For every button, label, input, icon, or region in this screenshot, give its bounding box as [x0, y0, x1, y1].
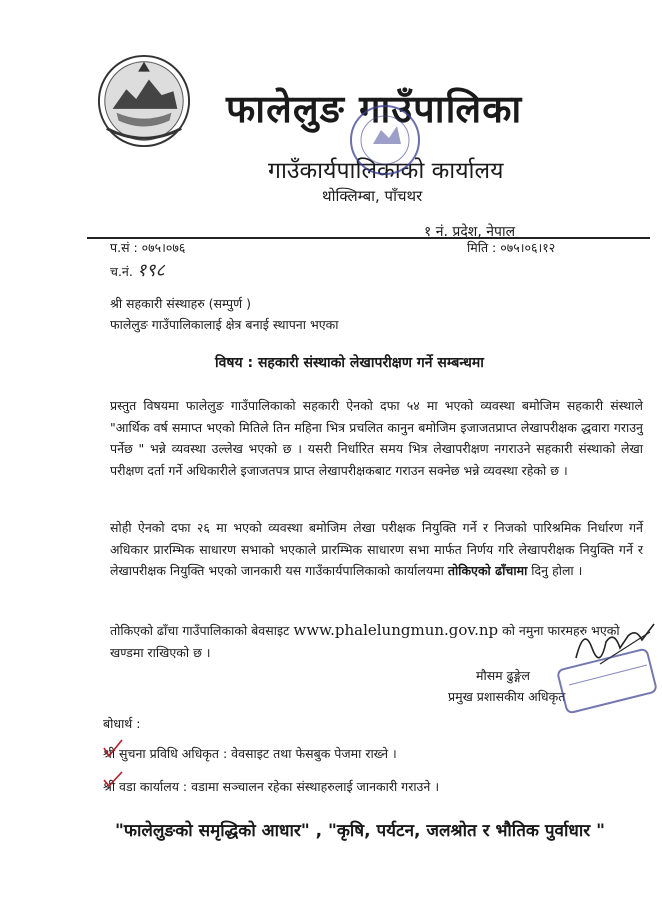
body-paragraph-2 — [110, 517, 643, 582]
cc-line-1: श्री सुचना प्रविधि अधिकृत : वेवसाइट तथा फेसबुक पेजमा राख्ने । — [103, 746, 397, 761]
dispatch-label: च.नं. — [110, 264, 133, 279]
office-stamp — [345, 100, 425, 180]
cc-label: बोधार्थ : — [103, 716, 141, 731]
p2-end-text: दिनु होला । — [527, 563, 583, 578]
signatory-name: मौसम ढुङ्गेल — [476, 668, 531, 683]
p3-text: तोकिएको ढाँचा गाउँपालिकाको बेवसाइट — [110, 623, 294, 638]
signatory-title: प्रमुख प्रशासकीय अधिकृत — [448, 689, 566, 704]
p2-bold-text: तोकिएको ढाँचामा — [447, 563, 528, 578]
org-name: फालेलुङ गाउँपालिका — [226, 87, 523, 131]
reference-number: प.सं : ०७५।०७६ — [110, 240, 186, 255]
p3-end-text: को नमुना फारमहरु भएको खण्डमा राखिएको छ । — [110, 623, 620, 660]
office-name: गाउँकार्यपालिकाको कार्यालय — [268, 158, 504, 184]
cc-line-2: श्री वडा कार्यालय : वडामा सञ्चालन रहेका संस्थाहरुलाई जानकारी गराउने । — [103, 779, 440, 794]
website-link[interactable]: www.phalelungmun.gov.np — [293, 621, 499, 639]
dispatch-value: १९८ — [136, 260, 165, 281]
slogan: "फालेलुङको समृद्धिको आधार" , "कृषि, पर्यटन, जलश्रोत र भौतिक पुर्वाधार " — [115, 821, 605, 841]
p2-text: सोही ऐनको दफा २६ मा भएको व्यवस्था बमोजिम लेखा परीक्षक नियुक्ति गर्ने र निजको पारिश्रमिक निर्धारण गर्ने अधिकार प्रारम्भिक साधारण सभाको भएकाले प्रारम्भिक साधारण सभा मार्फत निर्णय गरि लेखापरीक्षक नियुक्ति गर्ने र लेखापरीक्षक नियुक्ति भएको जानकारी यस गाउँकार्यपालिकाको कार्यालयमा — [110, 520, 643, 578]
recipient-line-2: फालेलुङ गाउँपालिकालाई क्षेत्र बनाई स्थापना भएका — [110, 317, 339, 332]
dispatch-number — [110, 258, 165, 282]
province-line: १ नं. प्रदेश, नेपाल — [424, 224, 516, 240]
nepal-emblem-logo — [95, 52, 193, 150]
letter-date: मिति : ०७५।०६।१२ — [467, 240, 556, 255]
subject-line: विषय : सहकारी संस्थाको लेखापरीक्षण गर्ने सम्बन्धमा — [215, 355, 484, 371]
handwritten-tick-marks — [100, 738, 130, 788]
body-paragraph-1: प्रस्तुत विषयमा फालेलुङ गाउँपालिकाको सहकारी ऐनको दफा ५४ मा भएको व्यवस्था बमोजिम सहकारी संस्थाले "आर्थिक वर्ष समाप्त भएको मितिले तिन महिना भित्र प्रचलित कानुन बमोजिम इजाजतप्राप्त लेखापरीक्षक द्धवारा गराउनु पर्नेछ " भन्ने व्यवस्था उल्लेख भएको छ । यसरी निर्धारित समय भित्र लेखापरीक्षण नगराउने सहकारी संस्थाको लेखा परीक्षण दर्ता गर्ने अधिकारीले इजाजतपत्र प्राप्त लेखापरीक्षकबाट गराउन सक्नेछ भन्ने व्यवस्था रहेको छ । — [110, 398, 643, 478]
office-address: थोक्लिम्बा, पाँचथर — [322, 187, 423, 205]
recipient-line-1: श्री सहकारी संस्थाहरु (सम्पुर्ण ) — [110, 296, 251, 311]
name-seal-stamp — [555, 645, 660, 720]
